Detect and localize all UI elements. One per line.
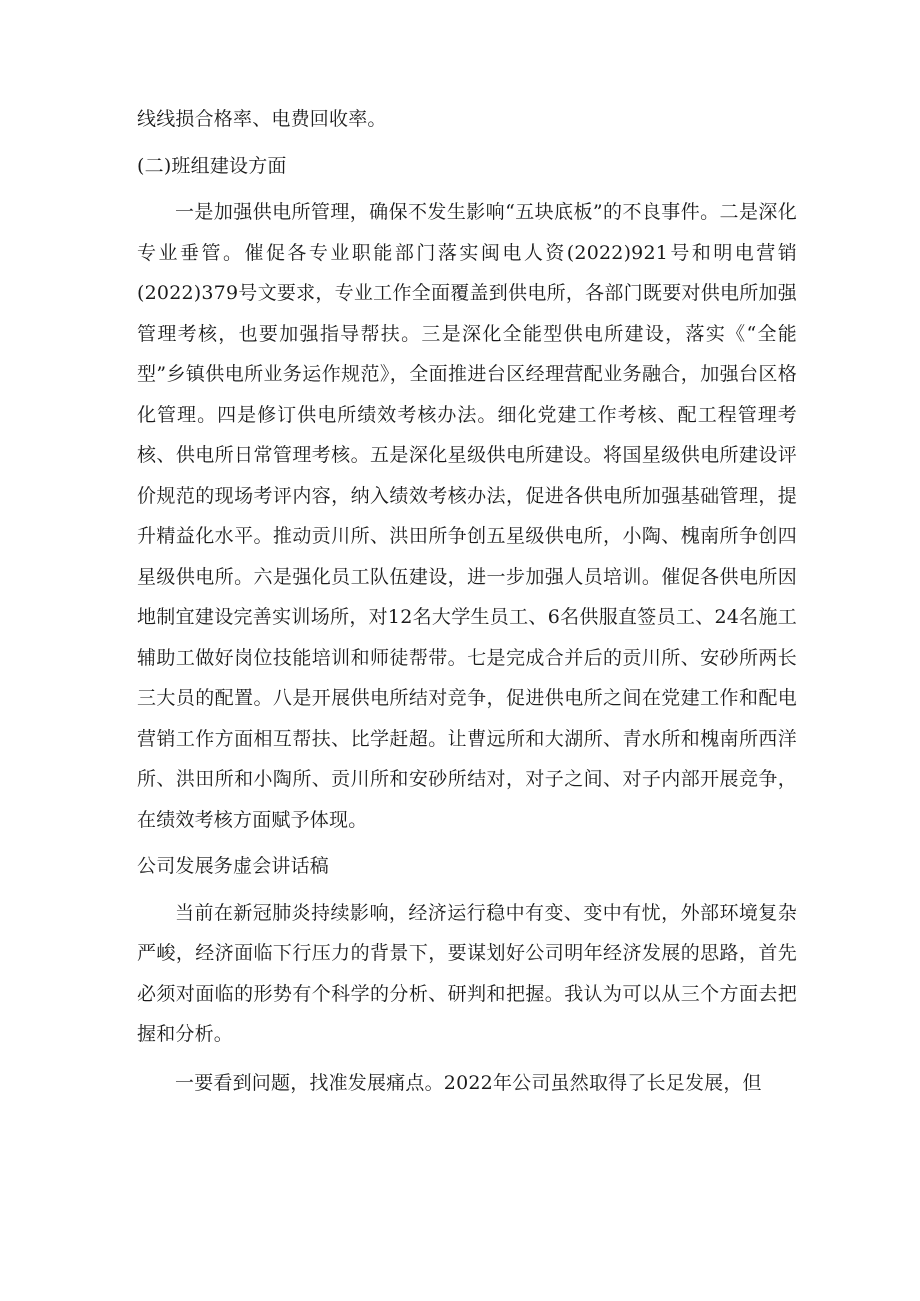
paragraph-continuation: 线线损合格率、电费回收率。 — [137, 108, 387, 130]
paragraph-team-building: 一是加强供电所管理，确保不发生影响“五块底板”的不良事件。二是深化专业垂管。催促各专业职能部门落实闽电人资(2022)921号和明电营销(2022)379号文要求，专业工作全面覆盖到供电所，各部门既要对供电所加强管理考核，也要加强指导帮扶。三是深化全能型供电所建设，落实《“全能型”乡镇供电所业务运作规范》，全面推进台区经理营配业务融合，加强台区格化管理。四是修订供电所绩效考核办法。细化党建工作考核、配工程管理考核、供电所日常管理考核。五是深化星级供电所建设。将国星级供电所建设评价规范的现场考评内容，纳入绩效考核办法，促进各供电所加强基础管理，提升精益化水平。推动贡川所、洪田所争创五星级供电所，小陶、槐南所争创四星级供电所。六是强化员工队伍建设，进一步加强人员培训。催促各供电所因地制宜建设完善实训场所，对12名大学生员工、6名供服直签员工、24名施工辅助工做好岗位技能培训和师徒帮带。七是完成合并后的贡川所、安砂所两长三大员的配置。八是开展供电所结对竞争，促进供电所之间在党建工作和配电营销工作方面相互帮扶、比学赶超。让曹远所和大湖所、青水所和槐南所西洋所、洪田所和小陶所、贡川所和安砂所结对，对子之间、对子内部开展竞争，在绩效考核方面赋予体现。 — [137, 201, 797, 831]
paragraph-situation: 当前在新冠肺炎持续影响，经济运行稳中有变、变中有忧，外部环境复杂严峻，经济面临下行压力的背景下，要谋划好公司明年经济发展的思路，首先必须对面临的形势有个科学的分析、研判和把握。我认为可以从三个方面去把握和分析。 — [137, 901, 797, 1045]
paragraph-problems: 一要看到问题，找准发展痛点。2022年公司虽然取得了长足发展，但 — [175, 1071, 762, 1094]
document-body — [137, 99, 797, 1103]
section-heading: (二)班组建设方面 — [137, 154, 287, 177]
speech-title: 公司发展务虚会讲话稿 — [137, 855, 330, 877]
